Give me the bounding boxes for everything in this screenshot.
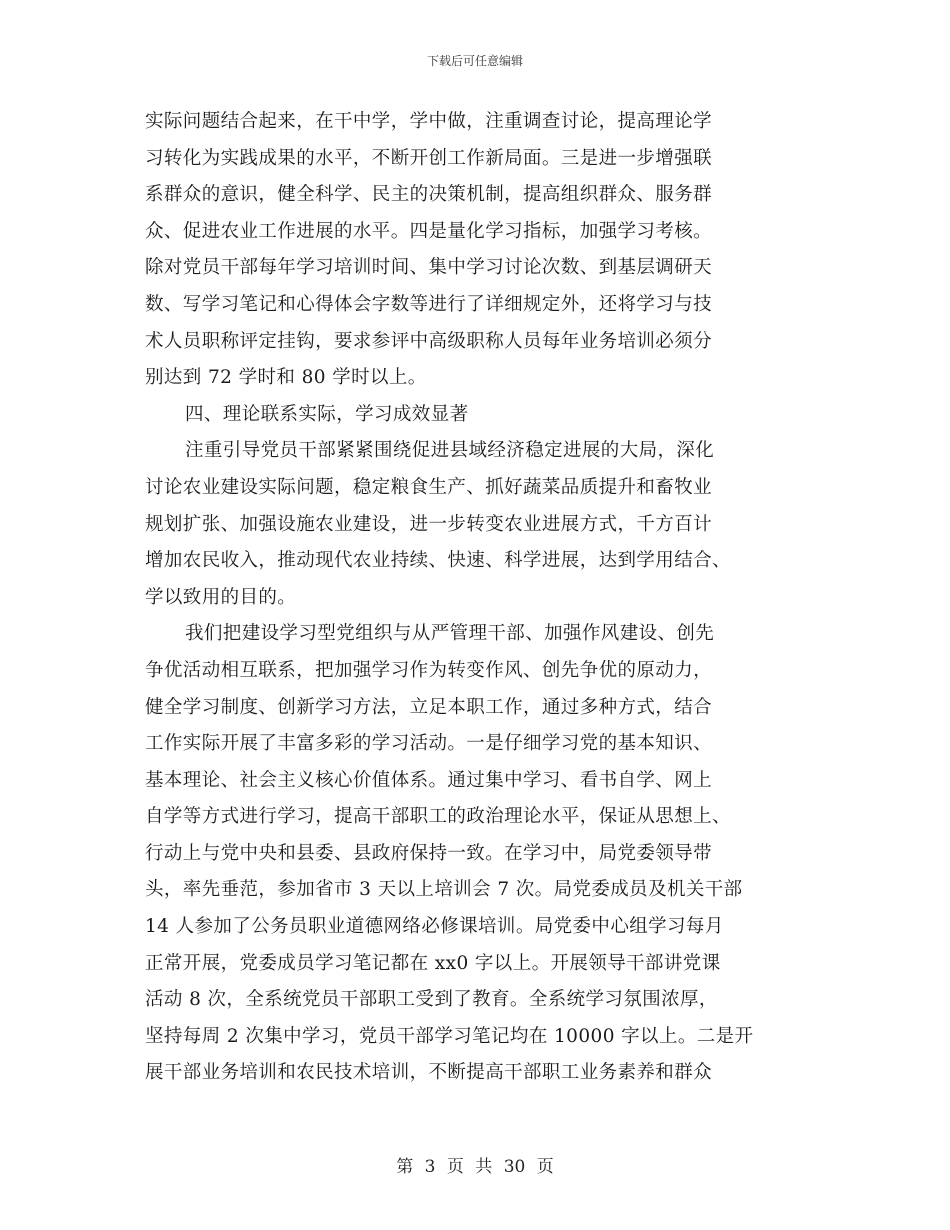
text-line: 争优活动相互联系，把加强学习作为转变作风、创先争优的原动力，	[145, 659, 713, 681]
text-line: 习转化为实践成果的水平，不断开创工作新局面。三是进一步增强联	[145, 147, 713, 169]
text-line: 四、理论联系实际，学习成效显著	[185, 403, 469, 425]
text-line: 实际问题结合起来，在干中学，学中做，注重调查讨论，提高理论学	[145, 111, 713, 132]
text-line: 学以致用的目的。	[145, 586, 297, 608]
text-line: 别达到 72 学时和 80 学时以上。	[145, 367, 427, 389]
text-line: 术人员职称评定挂钩，要求参评中高级职称人员每年业务培训必须分	[145, 330, 713, 352]
page-number: 第 3 页 共 30 页	[396, 1157, 554, 1177]
text-line: 讨论农业建设实际问题，稳定粮食生产、抓好蔬菜品质提升和畜牧业	[145, 476, 713, 498]
text-line: 除对党员干部每年学习培训时间、集中学习讨论次数、到基层调研天	[145, 257, 713, 279]
text-line: 14 人参加了公务员职业道德网络必修课培训。局党委中心组学习每月	[145, 916, 724, 938]
text-line: 数、写学习笔记和心得体会字数等进行了详细规定外，还将学习与技	[145, 293, 713, 315]
text-line: 展干部业务培训和农民技术培训，不断提高干部职工业务素养和群众	[145, 1062, 713, 1084]
text-line: 增加农民收入，推动现代农业持续、快速、科学进展，达到学用结合、	[145, 550, 731, 572]
text-line: 活动 8 次，全系统党员干部职工受到了教育。全系统学习氛围浓厚，	[145, 989, 718, 1011]
text-line: 注重引导党员干部紧紧围绕促进县域经济稳定进展的大局，深化	[185, 440, 715, 462]
text-line: 基本理论、社会主义核心价值体系。通过集中学习、看书自学、网上	[145, 769, 713, 791]
text-line: 系群众的意识，健全科学、民主的决策机制，提高组织群众、服务群	[145, 184, 713, 206]
text-line: 行动上与党中央和县委、县政府保持一致。在学习中，局党委领导带	[145, 842, 713, 864]
text-line: 众、促进农业工作进展的水平。四是量化学习指标，加强学习考核。	[145, 220, 713, 242]
text-line: 自学等方式进行学习，提高干部职工的政治理论水平，保证从思想上、	[145, 806, 731, 828]
text-line: 我们把建设学习型党组织与从严管理干部、加强作风建设、创先	[185, 623, 715, 645]
text-line: 工作实际开展了丰富多彩的学习活动。一是仔细学习党的基本知识、	[145, 733, 713, 755]
text-line: 坚持每周 2 次集中学习，党员干部学习笔记均在 10000 字以上。二是开	[145, 1025, 754, 1047]
text-line: 规划扩张、加强设施农业建设，进一步转变农业进展方式，千方百计	[145, 513, 713, 535]
text-line: 头，率先垂范，参加省市 3 天以上培训会 7 次。局党委成员及机关干部	[145, 879, 743, 901]
page-header-note: 下载后可任意编辑	[426, 54, 523, 68]
text-line: 健全学习制度、创新学习方法，立足本职工作，通过多种方式，结合	[145, 696, 713, 718]
document-body	[145, 104, 810, 1092]
text-line: 正常开展，党委成员学习笔记都在 xx0 字以上。开展领导干部讲党课	[145, 952, 721, 974]
